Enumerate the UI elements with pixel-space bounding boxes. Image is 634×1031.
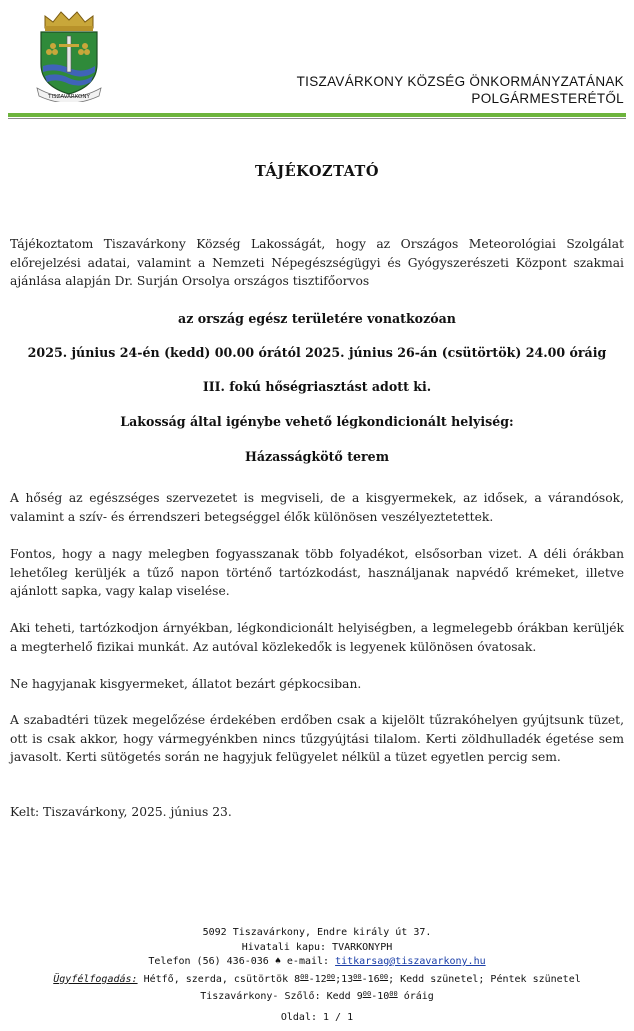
szolo-d: óráig xyxy=(397,991,434,1002)
page-number: Oldal: 1 / 1 xyxy=(280,1012,354,1023)
document-title: TÁJÉKOZTATÓ xyxy=(255,163,379,180)
footer-email-link[interactable]: titkarsag@tiszavarkony.hu xyxy=(335,956,486,967)
crest-ribbon-text: TISZAVÁRKONY xyxy=(48,94,90,100)
footer-address: 5092 Tiszavárkony, Endre király út 37. xyxy=(202,927,432,938)
header-rule-thin xyxy=(8,118,626,119)
issuer-line-2: POLGÁRMESTERÉTŐL xyxy=(471,91,624,106)
hours-sup-c: 00 xyxy=(326,972,336,981)
issuer-line-1: TISZAVÁRKONY KÖZSÉG ÖNKORMÁNYZATÁNAK xyxy=(296,74,624,89)
cooling-room-name: Házasságkötő terem xyxy=(244,449,390,464)
footer-phone-email xyxy=(0,955,634,970)
paragraph-risk-groups-text: A hőség az egészséges szervezetet is megviseli, de a kisgyermekek, az idősek, a várandósok, valamint a szív- és érrendszeri betegséggel élők különösen veszélyeztetettek. xyxy=(10,491,624,524)
paragraph-hydration xyxy=(10,545,624,601)
municipal-crest-icon xyxy=(35,6,103,102)
phone-separator-icon: ♠ xyxy=(274,956,281,967)
paragraph-fire-text: A szabadtéri tüzek megelőzése érdekében erdőben csak a kijelölt tűzrakóhelyen gyújtsunk tüzet, ott is csak akkor, hogy vármegyénkben nincs tűzgyújtási tilalom. Kerti zöldhulladék égetése sem javasolt. Kerti sütögetés során ne hagyjuk felügyelet nélkül a tüzet egyetlen percig sem. xyxy=(10,713,624,764)
paragraph-shade xyxy=(10,619,624,656)
szolo-sup-a: 00 xyxy=(362,990,372,998)
footer-hours-label: Ügyfélfogadás: xyxy=(53,973,138,985)
period-line: 2025. június 24-én (kedd) 00.00 órától 2025. június 26-án (csütörtök) 24.00 óráig xyxy=(27,345,607,360)
paragraph-risk-groups xyxy=(10,489,624,526)
paragraph-fire xyxy=(10,711,624,767)
scope-line: az ország egész területére vonatkozóan xyxy=(178,311,456,326)
intro-paragraph xyxy=(10,235,624,291)
header-rule xyxy=(8,113,626,117)
footer-phone: Telefon (56) 436-036 xyxy=(148,956,269,967)
footer-szolo-hours xyxy=(0,987,634,1005)
footer-contacts xyxy=(0,926,634,1005)
alert-level-line: III. fokú hőségriasztást adott ki. xyxy=(202,379,432,394)
cooling-room-heading: Lakosság által igénybe vehető légkondicionált helyiség: xyxy=(120,414,514,429)
paragraph-shade-text: Aki teheti, tartózkodjon árnyékban, légkondicionált helyiségben, a legmelegebb órákban kerüljék a megterhelő fizikai munkát. Az autóval közlekedők is legyenek különösen óvatosak. xyxy=(10,621,624,654)
szolo-sup-c: 00 xyxy=(389,990,398,998)
footer-email-label: e-mail: xyxy=(286,956,330,967)
issuer-header xyxy=(297,73,624,107)
hours-f: -16 xyxy=(361,973,380,985)
signature-date xyxy=(10,803,624,822)
hours-sup-e: 00 xyxy=(353,972,362,981)
hours-sup-a: 00 xyxy=(300,972,309,981)
hours-sup-g: 00 xyxy=(379,972,389,981)
footer-office-hours xyxy=(0,970,634,988)
paragraph-car xyxy=(10,675,624,694)
hours-b: -12 xyxy=(308,973,327,985)
szolo-b: -10 xyxy=(371,991,390,1002)
signature-date-text: Kelt: Tiszavárkony, 2025. június 23. xyxy=(10,805,232,819)
footer-office-gate: Hivatali kapu: TVARKONYPH xyxy=(241,941,393,953)
footer-hours-days: Hétfő, szerda, csütörtök 8 xyxy=(143,973,301,985)
szolo-text: Tiszavárkony- Szőlő: Kedd 9 xyxy=(200,991,363,1002)
paragraph-hydration-text: Fontos, hogy a nagy melegben fogyasszanak több folyadékot, elsősorban vizet. A déli órákban lehetőleg kerüljék a tűző napon történő tartózkodást, használjanak napvédő krémeket, illetve ajánlott sapka, vagy kalap viselése. xyxy=(10,547,624,598)
intro-text: Tájékoztatom Tiszavárkony Község Lakosságát, hogy az Országos Meteorológiai Szolgálat előrejelzési adatai, valamint a Nemzeti Népegészségügyi és Gyógyszerészeti Központ szakmai ajánlása alapján Dr. Surján Orsolya országos tisztifőorvos xyxy=(10,237,624,288)
footer-hours-rest: ; Kedd szünetel; Péntek szünetel xyxy=(388,973,581,985)
paragraph-car-text: Ne hagyjanak kisgyermeket, állatot bezárt gépkocsiban. xyxy=(10,677,362,691)
hours-d: ;13 xyxy=(335,973,354,985)
